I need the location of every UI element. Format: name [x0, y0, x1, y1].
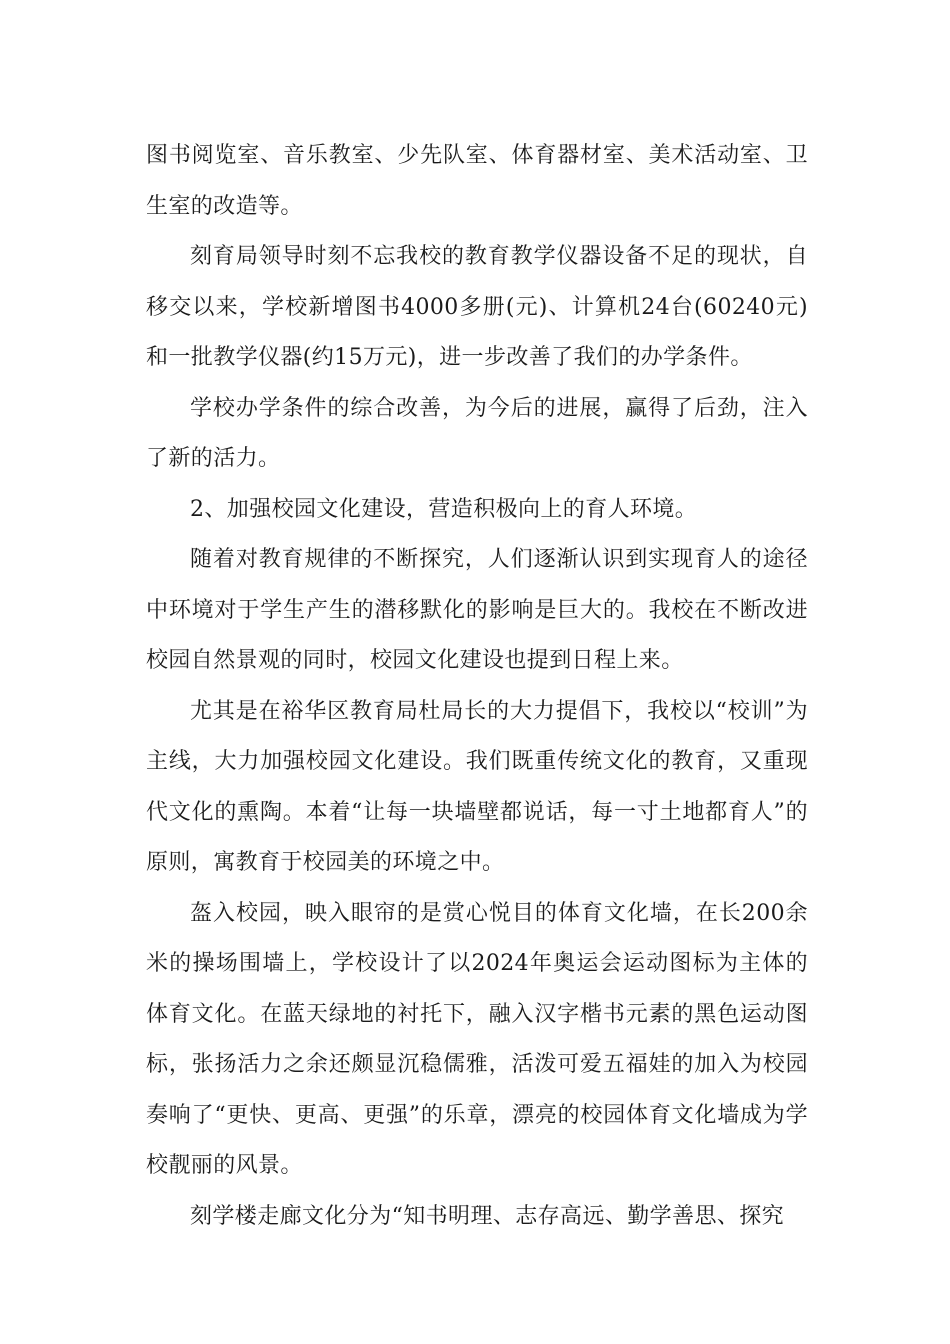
paragraph-4: 随着对教育规律的不断探究，人们逐渐认识到实现育人的途径中环境对于学生产生的潜移默化的影响是巨大的。我校在不断改进校园自然景观的同时，校园文化建设也提到日程上来。: [146, 547, 808, 673]
section-heading-2: 2、加强校园文化建设，营造积极向上的育人环境。: [190, 496, 698, 522]
paragraph-6: 盔入校园，映入眼帘的是赏心悦目的体育文化墙，在长200余米的操场围墙上，学校设计了以2024年奥运会运动图标为主体的体育文化。在蓝天绿地的衬托下，融入汉字楷书元素的黑色运动图标，张扬活力之余还颇显沉稳儒雅，活泼可爱五福娃的加入为校园奏响了“更快、更高、更强”的乐章，漂亮的校园体育文化墙成为学校靓丽的风景。: [146, 900, 808, 1178]
paragraph-7: 刻学楼走廊文化分为“知书明理、志存高远、勤学善思、探究: [190, 1203, 785, 1229]
paragraph-1: 图书阅览室、音乐教室、少先队室、体育器材室、美术活动室、卫生室的改造等。: [146, 143, 808, 219]
document-body: [146, 131, 808, 1242]
paragraph-5: 尤其是在裕华区教育局杜局长的大力提倡下，我校以“校训”为主线，大力加强校园文化建设。我们既重传统文化的教育，又重现代文化的熏陶。本着“让每一块墙壁都说话，每一寸土地都育人”的原则，寓教育于校园美的环境之中。: [146, 698, 808, 875]
paragraph-3: 学校办学条件的综合改善，为今后的进展，赢得了后劲，注入了新的活力。: [146, 395, 808, 471]
paragraph-2: 刻育局领导时刻不忘我校的教育教学仪器设备不足的现状，自移交以来，学校新增图书4000多册(元)、计算机24台(60240元)和一批教学仪器(约15万元)，进一步改善了我们的办学条件。: [146, 244, 808, 370]
